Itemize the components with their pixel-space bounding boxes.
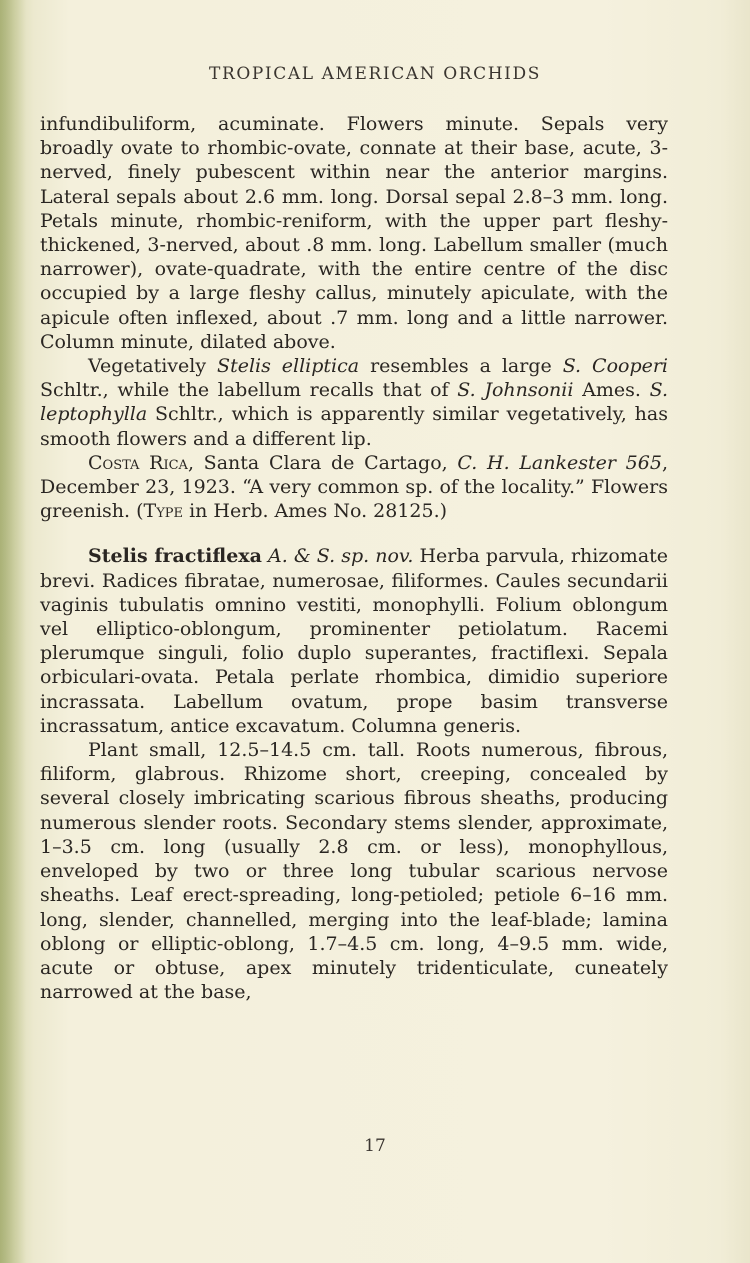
comparison-text-5: Schltr., which is apparently similar vegetatively, has smooth flowers and a different lip. bbox=[40, 403, 668, 450]
binding-gutter-shadow bbox=[0, 0, 26, 1263]
species-name-leptophylla: S. leptophylla bbox=[40, 379, 669, 426]
latin-diagnosis: Herba parvula, rhizomate brevi. Radices fibratae, numerosae, filiformes. Caules secundarii vaginis tubulatis omnino vestiti, monophylli. Folium oblongum vel elliptico-oblongum, prominenter petiolatum. Racemi plerumque singuli, folio duplo superantes, fractiflexi. Sepala orbiculari-ovata. Petala perlate rhombica, dimidio superiore incrassata. Labellum ovatum, prope basim transverse incrassatum, antice excavatum. Columna generis. bbox=[40, 545, 669, 737]
plant-description-paragraph: Plant small, 12.5–14.5 cm. tall. Roots numerous, fibrous, filiform, glabrous. Rhizome short, creeping, concealed by several closely imbricating scarious fibrous sheaths, producing numerous slender roots. Secondary stems slender, approximate, 1–3.5 cm. long (usually 2.8 cm. or less), monophyllous, enveloped by two or three long tubular scarious nervose sheaths. Leaf erect-spreading, long-petioled; petiole 6–16 mm. long, slender, channelled, merging into the leaf-blade; lamina oblong or elliptic-oblong, 1.7–4.5 cm. long, 4–9.5 mm. wide, acute or obtuse, apex minutely tridenticulate, cuneately narrowed at the base, bbox=[40, 739, 668, 1004]
comparison-text-4: Ames. bbox=[582, 379, 641, 402]
running-title: TROPICAL AMERICAN ORCHIDS bbox=[209, 64, 541, 84]
species-name-elliptica: Stelis elliptica bbox=[217, 355, 360, 378]
comparison-paragraph bbox=[40, 354, 668, 451]
locality-paragraph bbox=[40, 451, 668, 524]
locality-text-3: in Herb. Ames No. 28125.) bbox=[183, 500, 448, 523]
new-species-authors: A. & S. sp. nov. bbox=[268, 545, 414, 568]
collector-name: C. H. Lankester 565 bbox=[457, 451, 662, 474]
comparison-text-2: resembles a large bbox=[370, 355, 552, 378]
comparison-text-3: Schltr., while the labellum recalls that of bbox=[40, 379, 449, 402]
locality-text-2: , December 23, 1923. “A very common sp. of the locality.” Flowers greenish. ( bbox=[40, 451, 668, 523]
species-name-cooperi: S. Cooperi bbox=[562, 355, 669, 378]
comparison-text-1: Vegetatively bbox=[88, 355, 207, 378]
locality-text-1: , Santa Clara de Cartago, bbox=[187, 451, 448, 474]
species-name-johnsonii: S. Johnsonii bbox=[457, 379, 574, 402]
locality-country: Costa Rica bbox=[88, 451, 188, 474]
section-gap bbox=[40, 523, 668, 544]
body-text bbox=[40, 112, 668, 1004]
page-number: 17 bbox=[364, 1136, 386, 1156]
description-continued-paragraph: infundibuliform, acuminate. Flowers minute. Sepals very broadly ovate to rhombic-ovate, connate at their base, acute, 3-nerved, finely pubescent within near the anterior margins. Lateral sepals about 2.6 mm. long. Dorsal sepal 2.8–3 mm. long. Petals minute, rhombic-reniform, with the upper part fleshy-thickened, 3-nerved, about .8 mm. long. Labellum smaller (much narrower), ovate-quadrate, with the entire centre of the disc occupied by a large fleshy callus, minutely apiculate, with the apicule often inflexed, about .7 mm. long and a little narrower. Column minute, dilated above. bbox=[40, 113, 668, 353]
new-species-diagnosis bbox=[40, 544, 668, 738]
type-label: Type bbox=[143, 500, 184, 523]
new-species-name: Stelis fractiflexa bbox=[88, 545, 262, 568]
